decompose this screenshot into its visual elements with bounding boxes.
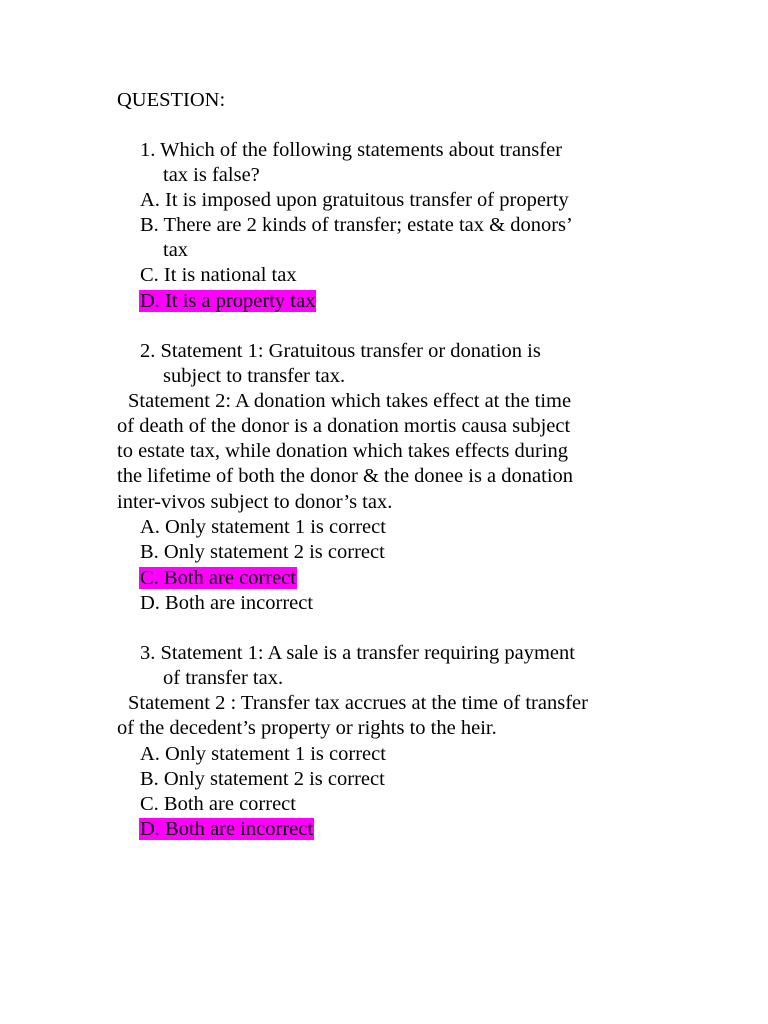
- answer-highlight: D. Both are incorrect: [140, 818, 314, 840]
- question-2-text-line-2: subject to transfer tax.: [163, 365, 346, 387]
- question-3-choice-b: B. Only statement 2 is correct: [140, 768, 385, 790]
- answer-highlight: C. Both are correct: [140, 567, 296, 589]
- answer-highlight: D. It is a property tax: [140, 290, 316, 312]
- question-2-statement-2-line-1: Statement 2: A donation which takes effect at the time: [128, 390, 572, 412]
- question-3-text-line-1: 3. Statement 1: A sale is a transfer requiring payment: [140, 642, 575, 664]
- question-1-text-line-2: tax is false?: [163, 164, 260, 186]
- question-3-statement-2-line-1: Statement 2 : Transfer tax accrues at the time of transfer: [128, 692, 588, 714]
- question-2-text-line-1: 2. Statement 1: Gratuitous transfer or donation is: [140, 340, 541, 362]
- question-2-choice-b: B. Only statement 2 is correct: [140, 541, 385, 563]
- question-1-text-line-1: 1. Which of the following statements about transfer: [140, 139, 563, 161]
- question-3-statement-2-line-2: of the decedent’s property or rights to the heir.: [117, 717, 497, 739]
- question-1-choice-b: B. There are 2 kinds of transfer; estate tax & donors’: [140, 214, 573, 236]
- question-2-choice-d: D. Both are incorrect: [140, 592, 314, 614]
- question-2-statement-2-line-2: of death of the donor is a donation mortis causa subject: [117, 415, 571, 437]
- question-3-text-line-2: of transfer tax.: [163, 667, 284, 689]
- question-2-choice-c: [139, 566, 297, 591]
- question-2-choice-a: A. Only statement 1 is correct: [140, 516, 386, 538]
- question-3-choice-a: A. Only statement 1 is correct: [140, 743, 386, 765]
- question-1-choice-c: C. It is national tax: [140, 264, 297, 286]
- question-3-choice-c: C. Both are correct: [140, 793, 296, 815]
- question-2-statement-2-line-3: to estate tax, while donation which takes effects during: [117, 440, 569, 462]
- question-3-choice-d: [139, 817, 314, 842]
- question-1-choice-b-cont: tax: [163, 239, 189, 261]
- page-title: QUESTION:: [117, 89, 226, 111]
- question-2-statement-2-line-4: the lifetime of both the donor & the donee is a donation: [117, 465, 574, 487]
- question-1-choice-d: [139, 289, 316, 314]
- question-1-choice-a: A. It is imposed upon gratuitous transfer of property: [140, 189, 569, 211]
- question-2-statement-2-line-5: inter-vivos subject to donor’s tax.: [117, 491, 393, 513]
